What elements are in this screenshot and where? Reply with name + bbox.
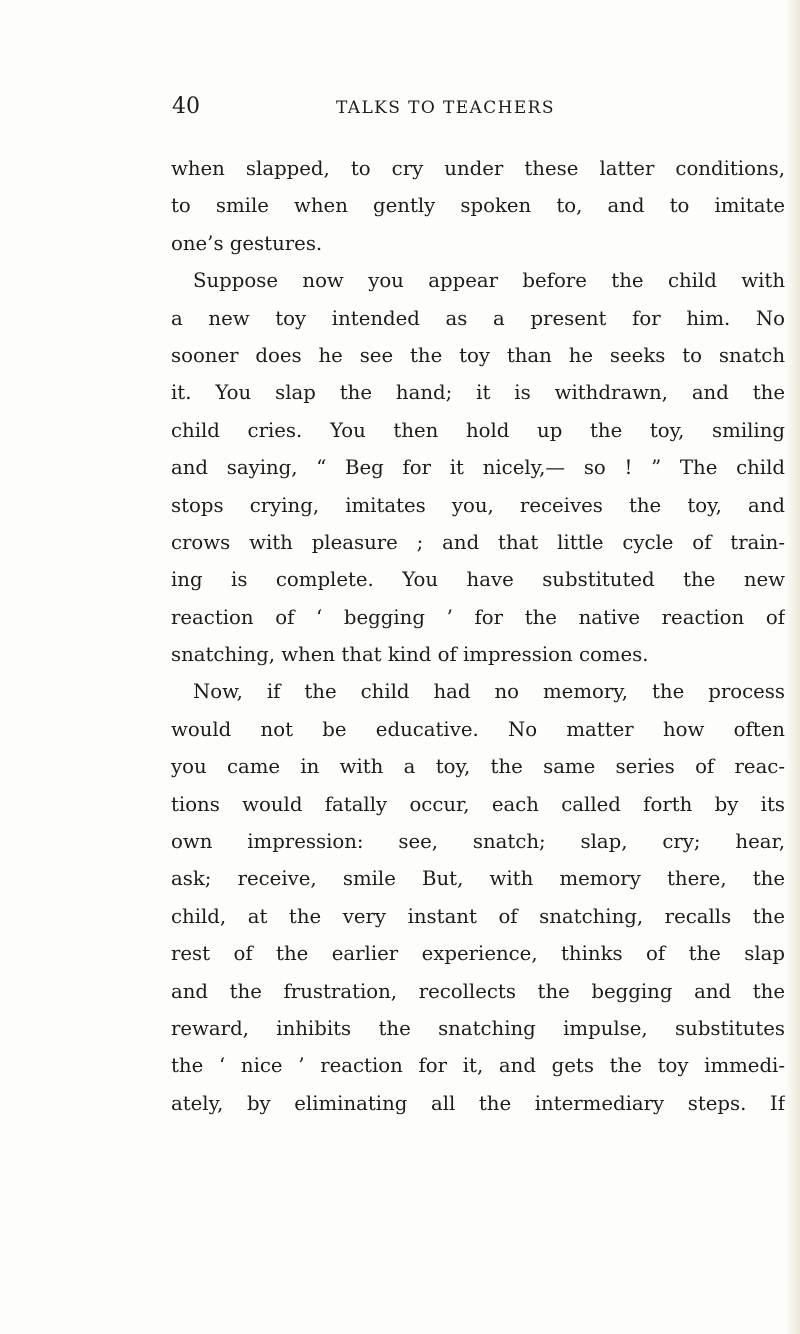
text-line: would not be educative. No matter how often — [171, 717, 785, 741]
text-line: ask; receive, smile But, with memory there, the — [171, 867, 785, 891]
text-line: and saying, “ Beg for it nicely,— so ! ” The child — [171, 456, 785, 480]
text-line: reward, inhibits the snatching impulse, substitutes — [171, 1016, 785, 1040]
running-head — [172, 93, 784, 127]
text-line: Now, if the child had no memory, the process — [193, 680, 785, 704]
text-line: it. You slap the hand; it is withdrawn, and the — [171, 381, 785, 405]
text-line: child cries. You then hold up the toy, smiling — [171, 418, 785, 442]
text-line: crows with pleasure ; and that little cycle of train- — [171, 530, 785, 554]
text-line: snatching, when that kind of impression comes. — [171, 643, 649, 667]
page-edge-shadow — [786, 0, 800, 1334]
text-line: you came in with a toy, the same series of reac- — [171, 755, 785, 779]
text-line: to smile when gently spoken to, and to imitate — [171, 194, 785, 218]
text-line: when slapped, to cry under these latter conditions, — [171, 157, 785, 180]
text-line: tions would fatally occur, each called forth by its — [171, 792, 785, 816]
text-line: and the frustration, recollects the begging and the — [171, 979, 785, 1003]
text-line: child, at the very instant of snatching, recalls the — [171, 904, 785, 928]
text-line: stops crying, imitates you, receives the toy, and — [171, 493, 785, 517]
text-line: Suppose now you appear before the child with — [193, 269, 785, 293]
text-line: one’s gestures. — [171, 231, 323, 255]
text-line: reaction of ‘ begging ’ for the native reaction of — [171, 605, 785, 629]
page-number: 40 — [172, 94, 200, 119]
text-line: the ‘ nice ’ reaction for it, and gets the toy immedi- — [171, 1054, 785, 1078]
text-line: rest of the earlier experience, thinks of the slap — [171, 942, 785, 966]
text-line: a new toy intended as a present for him. No — [171, 306, 785, 330]
text-line: sooner does he see the toy than he seeks to snatch — [171, 343, 785, 367]
text-line: own impression: see, snatch; slap, cry; hear, — [171, 830, 785, 854]
body-text — [171, 150, 785, 1122]
running-title: TALKS TO TEACHERS — [336, 98, 555, 118]
text-line: ing is complete. You have substituted the new — [171, 568, 785, 592]
text-line: ately, by eliminating all the intermediary steps. If — [171, 1091, 785, 1115]
